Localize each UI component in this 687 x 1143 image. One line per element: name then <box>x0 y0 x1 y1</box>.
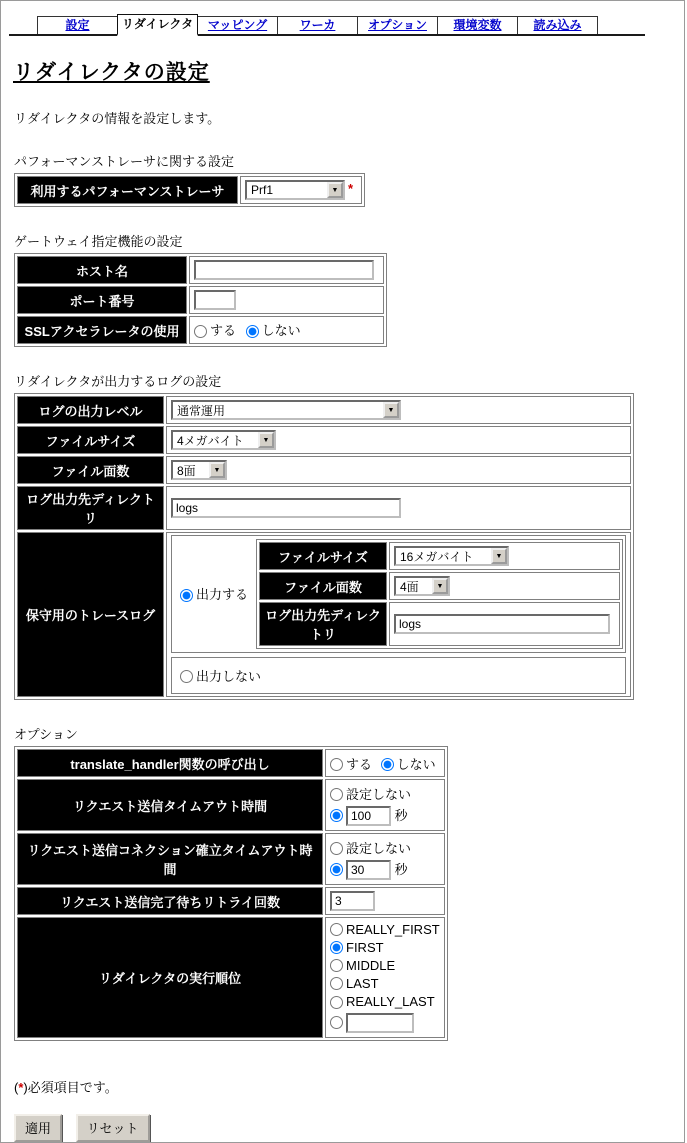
order-first-label: FIRST <box>346 940 384 956</box>
log-count-value: 8面 <box>177 463 196 478</box>
order-really-first-label: REALLY_FIRST <box>346 922 440 938</box>
trace-size-label: ファイルサイズ <box>259 542 387 570</box>
chevron-down-icon: ▼ <box>383 402 399 418</box>
log-level-value: 通常運用 <box>177 403 226 418</box>
table-row <box>259 602 620 646</box>
send-timeout-label: リクエスト送信タイムアウト時間 <box>17 779 323 831</box>
ssl-no-label: しない <box>261 323 301 339</box>
order-middle-radio[interactable] <box>330 959 343 972</box>
trace-size-select[interactable] <box>394 546 509 566</box>
send-timeout-set-radio[interactable] <box>330 809 343 822</box>
tab-load[interactable]: 読み込み <box>517 16 598 34</box>
ssl-value-cell <box>189 316 384 344</box>
host-value-cell <box>189 256 384 284</box>
trace-count-select[interactable] <box>394 576 450 596</box>
tab-settings[interactable]: 設定 <box>37 16 118 34</box>
retry-cell <box>325 887 445 915</box>
reset-button[interactable]: リセット <box>76 1114 150 1142</box>
chevron-down-icon: ▼ <box>491 548 507 564</box>
table-row <box>17 532 631 697</box>
log-level-cell <box>166 396 631 424</box>
conn-timeout-label: リクエスト送信コネクション確立タイムアウト時間 <box>17 833 323 885</box>
order-last-radio[interactable] <box>330 977 343 990</box>
log-dir-input[interactable] <box>171 498 401 518</box>
trace-log-cell <box>166 532 631 697</box>
port-value-cell <box>189 286 384 314</box>
send-timeout-none-radio[interactable] <box>330 788 343 801</box>
page-title: リダイレクタの設定 <box>13 61 210 84</box>
trace-output-radio[interactable] <box>180 589 193 602</box>
order-label: リダイレクタの実行順位 <box>17 917 323 1037</box>
apply-button[interactable]: 適用 <box>14 1114 62 1142</box>
log-size-value: 4メガバイト <box>177 433 244 448</box>
trace-count-label: ファイル面数 <box>259 572 387 600</box>
trace-no-output-label: 出力しない <box>196 669 262 684</box>
table-row <box>259 542 620 570</box>
tracer-label: 利用するパフォーマンストレーサ <box>17 176 238 204</box>
send-timeout-cell <box>325 779 445 831</box>
log-section-heading: リダイレクタが出力するログの設定 <box>14 374 222 389</box>
tracer-table <box>14 173 365 207</box>
log-dir-label: ログ出力先ディレクトリ <box>17 486 164 530</box>
tracer-value-cell <box>240 176 362 204</box>
translate-no-radio[interactable] <box>381 758 394 771</box>
tab-spacer <box>9 16 37 34</box>
tracer-select[interactable] <box>245 180 345 200</box>
table-row <box>17 316 384 344</box>
chevron-down-icon: ▼ <box>258 432 274 448</box>
table-row <box>17 456 631 484</box>
table-row <box>17 396 631 424</box>
gateway-table <box>14 253 387 347</box>
log-level-select[interactable] <box>171 400 401 420</box>
trace-count-cell <box>389 572 620 600</box>
trace-no-output-radio[interactable] <box>180 670 193 683</box>
translate-yes-label: する <box>346 756 373 772</box>
order-custom-input[interactable] <box>346 1013 414 1033</box>
log-table <box>14 393 634 700</box>
ssl-label: SSLアクセラレータの使用 <box>17 316 187 344</box>
table-row <box>17 486 631 530</box>
tracer-select-value: Prf1 <box>251 183 274 197</box>
order-really-last-label: REALLY_LAST <box>346 994 435 1010</box>
conn-timeout-unit: 秒 <box>394 862 408 878</box>
log-size-label: ファイルサイズ <box>17 426 164 454</box>
required-note: (*)必須項目です。 <box>14 1079 118 1095</box>
translate-yes-radio[interactable] <box>330 758 343 771</box>
conn-timeout-none-label: 設定しない <box>346 841 412 857</box>
table-row <box>17 256 384 284</box>
trace-dir-label: ログ出力先ディレクトリ <box>259 602 387 646</box>
send-timeout-unit: 秒 <box>394 808 408 824</box>
host-input[interactable] <box>194 260 374 280</box>
order-middle-label: MIDDLE <box>346 958 396 974</box>
tracer-section-heading: パフォーマンストレーサに関する設定 <box>14 154 234 169</box>
table-row <box>17 426 631 454</box>
gateway-section-heading: ゲートウェイ指定機能の設定 <box>14 234 183 249</box>
required-mark: * <box>18 1079 24 1095</box>
table-row <box>17 779 445 831</box>
order-custom-radio[interactable] <box>330 1016 343 1029</box>
ssl-yes-radio[interactable] <box>194 325 207 338</box>
order-really-last-radio[interactable] <box>330 996 343 1009</box>
host-label: ホスト名 <box>17 256 187 284</box>
table-row <box>17 887 445 915</box>
order-first-radio[interactable] <box>330 941 343 954</box>
chevron-down-icon: ▼ <box>327 182 343 198</box>
conn-timeout-set-radio[interactable] <box>330 863 343 876</box>
order-really-first-radio[interactable] <box>330 923 343 936</box>
conn-timeout-input[interactable] <box>346 860 391 880</box>
log-count-label: ファイル面数 <box>17 456 164 484</box>
log-count-cell <box>166 456 631 484</box>
conn-timeout-cell <box>325 833 445 885</box>
tab-worker[interactable]: ワーカ <box>277 16 358 34</box>
action-buttons <box>14 1114 684 1142</box>
table-row <box>259 572 620 600</box>
table-row <box>17 286 384 314</box>
chevron-down-icon: ▼ <box>209 462 225 478</box>
port-label: ポート番号 <box>17 286 187 314</box>
trace-output-box <box>171 535 626 653</box>
translate-no-label: しない <box>396 756 436 772</box>
required-mark: * <box>348 181 354 197</box>
trace-nested-table <box>256 539 623 649</box>
chevron-down-icon: ▼ <box>432 578 448 594</box>
table-row <box>17 833 445 885</box>
trace-dir-input[interactable] <box>394 614 610 634</box>
trace-count-value: 4面 <box>400 579 419 594</box>
trace-no-output-box <box>171 657 626 694</box>
translate-cell <box>325 749 445 777</box>
trace-output-label: 出力する <box>196 587 249 603</box>
log-size-cell <box>166 426 631 454</box>
tab-mapping[interactable]: マッピング <box>197 16 278 34</box>
tab-bar <box>9 14 645 36</box>
tab-redirector[interactable]: リダイレクタ <box>117 14 198 36</box>
trace-dir-cell <box>389 602 620 646</box>
page-description: リダイレクタの情報を設定します。 <box>14 111 221 126</box>
log-level-label: ログの出力レベル <box>17 396 164 424</box>
conn-timeout-none-radio[interactable] <box>330 842 343 855</box>
trace-log-label: 保守用のトレースログ <box>17 532 164 697</box>
retry-label: リクエスト送信完了待ちリトライ回数 <box>17 887 323 915</box>
order-last-label: LAST <box>346 976 379 992</box>
options-section-heading: オプション <box>14 727 78 743</box>
retry-input[interactable] <box>330 891 375 911</box>
ssl-yes-label: する <box>210 323 237 339</box>
send-timeout-none-label: 設定しない <box>346 787 412 803</box>
order-cell <box>325 917 445 1037</box>
log-size-select[interactable] <box>171 430 276 450</box>
send-timeout-input[interactable] <box>346 806 391 826</box>
log-count-select[interactable] <box>171 460 227 480</box>
options-table <box>14 746 448 1040</box>
tab-options[interactable]: オプション <box>357 16 438 34</box>
tab-env-vars[interactable]: 環境変数 <box>437 16 518 34</box>
table-row <box>17 749 445 777</box>
trace-size-value: 16メガバイト <box>400 549 474 564</box>
table-row <box>17 917 445 1037</box>
trace-size-cell <box>389 542 620 570</box>
ssl-no-radio[interactable] <box>246 325 259 338</box>
translate-label: translate_handler関数の呼び出し <box>17 749 323 777</box>
log-dir-cell <box>166 486 631 530</box>
port-input[interactable] <box>194 290 236 310</box>
